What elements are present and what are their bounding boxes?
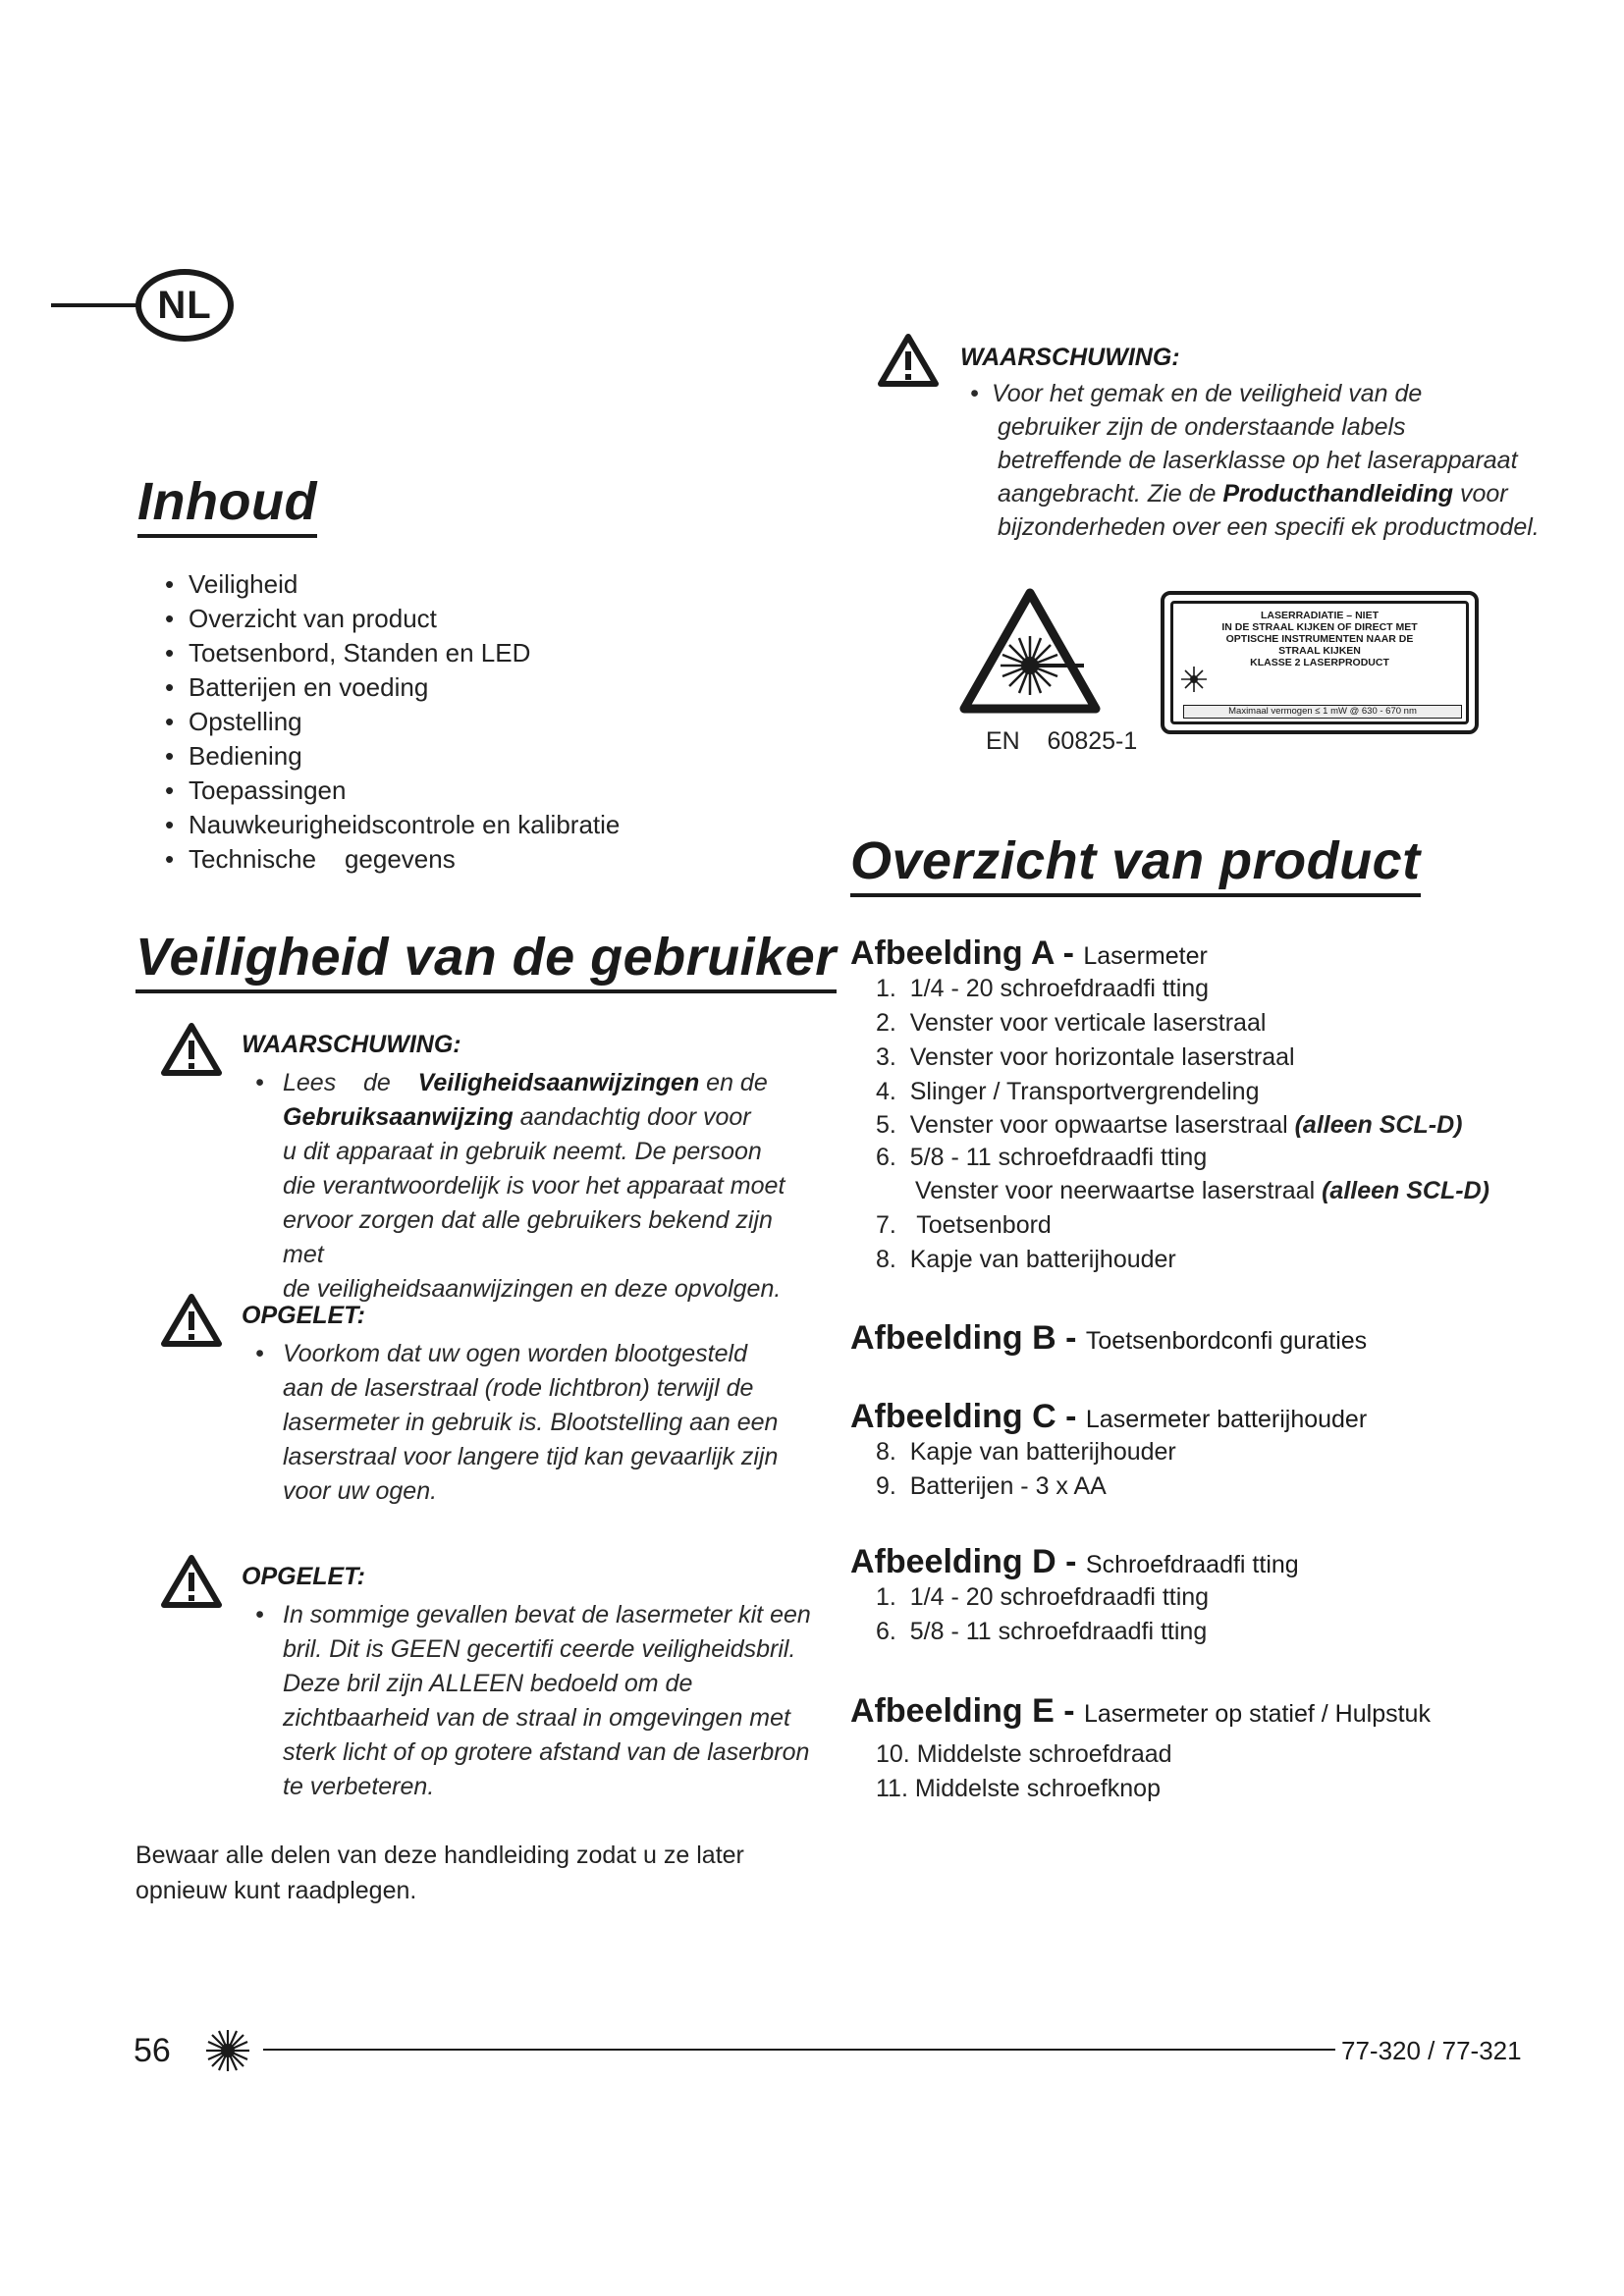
warning-line: en de bbox=[699, 1069, 768, 1096]
list-item: 8. Kapje van batterijhouder bbox=[876, 1246, 1176, 1273]
figure-c-heading bbox=[850, 1398, 1367, 1436]
laser-standard: EN 60825-1 bbox=[986, 727, 1138, 755]
list-item: 5. Venster voor opwaartse laserstraal bbox=[876, 1111, 1295, 1139]
label-line: STRAAL KIJKEN bbox=[1278, 645, 1361, 657]
toc-item[interactable]: • Nauwkeurigheidscontrole en kalibratie bbox=[159, 808, 670, 842]
note-line: opnieuw kunt raadplegen. bbox=[135, 1877, 417, 1904]
figure-b-heading bbox=[850, 1319, 1367, 1358]
figure-d-heading bbox=[850, 1543, 1299, 1581]
toc-item[interactable]: • Toepassingen bbox=[159, 774, 670, 808]
toc-item[interactable]: • Opstelling bbox=[159, 705, 670, 739]
warning-line: Lees de bbox=[283, 1069, 418, 1096]
toc-item[interactable]: • Bediening bbox=[159, 739, 670, 774]
figure-caption: Lasermeter batterijhouder bbox=[1085, 1406, 1368, 1433]
caution-line: sterk licht of op grotere afstand van de laserbron bbox=[283, 1738, 810, 1766]
list-item: 7. Toetsenbord bbox=[876, 1211, 1052, 1239]
figure-caption: Schroefdraadfi tting bbox=[1085, 1551, 1299, 1578]
list-item: 11. Middelste schroefknop bbox=[876, 1775, 1161, 1802]
list-item: 1. 1/4 - 20 schroefdraadfi tting bbox=[876, 1583, 1210, 1611]
list-item: 10. Middelste schroefdraad bbox=[876, 1740, 1172, 1768]
figure-a-list bbox=[876, 972, 1489, 1277]
toc-list bbox=[159, 567, 670, 877]
warning-emphasis: Producthandleiding bbox=[1222, 480, 1454, 507]
figure-label: Afbeelding E - bbox=[850, 1692, 1084, 1730]
figure-caption: Lasermeter op statief / Hulpstuk bbox=[1084, 1700, 1431, 1728]
figure-label: Afbeelding D - bbox=[850, 1543, 1086, 1580]
toc-item[interactable]: • Batterijen en voeding bbox=[159, 670, 670, 705]
warning-line: ervoor zorgen dat alle gebruikers bekend zijn met bbox=[283, 1206, 773, 1268]
warning-emphasis: Gebruiksaanwijzing bbox=[283, 1103, 514, 1131]
warning-line: Voor het gemak en de veiligheid van de bbox=[992, 380, 1423, 407]
figure-label: Afbeelding C - bbox=[850, 1398, 1086, 1435]
warning-title: WAARSCHUWING: bbox=[960, 344, 1180, 371]
caution-line: Voorkom dat uw ogen worden blootgesteld bbox=[283, 1340, 747, 1367]
toc-item[interactable]: • Overzicht van product bbox=[159, 602, 670, 636]
caution-triangle-icon bbox=[161, 1294, 222, 1347]
warning-text: • Voor het gemak en de veiligheid van de gebruiker zijn de onderstaande labels betreffende de laserklasse op het laserapparaat aangebracht. Zie de Producthandleiding voor bijzonderheden over een specifi ek productmodel. bbox=[992, 377, 1542, 544]
figure-d-list bbox=[876, 1580, 1209, 1649]
label-line: IN DE STRAAL KIJKEN OF DIRECT MET bbox=[1221, 621, 1418, 633]
caution-line: laserstraal voor langere tijd kan gevaarlijk zijn bbox=[283, 1443, 779, 1470]
label-line: KLASSE 2 LASERPRODUCT bbox=[1250, 657, 1389, 668]
list-item: 4. Slinger / Transportvergrendeling bbox=[876, 1078, 1260, 1105]
caution-line: In sommige gevallen bevat de lasermeter kit een bbox=[283, 1601, 811, 1629]
label-line: LASERRADIATIE – NIET bbox=[1261, 610, 1379, 621]
caution-line: voor uw ogen. bbox=[283, 1477, 438, 1505]
figure-caption: Lasermeter bbox=[1083, 942, 1208, 970]
safety-title: Veiligheid van de gebruiker bbox=[135, 927, 837, 993]
list-item: 8. Kapje van batterijhouder bbox=[876, 1438, 1176, 1466]
model-number: 77-320 / 77-321 bbox=[1341, 2036, 1522, 2065]
figure-a-heading bbox=[850, 934, 1208, 973]
caution-line: Deze bril zijn ALLEEN bedoeld om de bbox=[283, 1670, 693, 1697]
toc-item[interactable]: • Veiligheid bbox=[159, 567, 670, 602]
laser-burst-icon bbox=[204, 2028, 251, 2073]
caution-line: bril. Dit is GEEN gecertifi ceerde veiligheidsbril. bbox=[283, 1635, 796, 1663]
nl-marker-line bbox=[51, 303, 141, 307]
keep-manual-note bbox=[135, 1838, 744, 1908]
language-badge: NL bbox=[135, 269, 234, 342]
warning-text: • Lees de Veiligheidsaanwijzingen en de Gebruiksaanwijzing aandachtig door voor u dit apparaat in gebruik neemt. De persoon die verantwoordelijk is voor het apparaat moet ervoor zorgen dat alle gebruikers bekend zijn met de veiligheidsaanwijzingen en deze opvolgen. bbox=[283, 1066, 813, 1307]
list-item-note: (alleen SCL-D) bbox=[1294, 1111, 1463, 1139]
footer-rule bbox=[263, 2049, 1335, 2051]
caution-line: lasermeter in gebruik is. Blootstelling aan een bbox=[283, 1409, 779, 1436]
laser-class-label bbox=[1161, 591, 1479, 734]
list-item: 3. Venster voor horizontale laserstraal bbox=[876, 1043, 1295, 1071]
figure-caption: Toetsenbordconfi guraties bbox=[1085, 1327, 1368, 1355]
warning-line: voor bbox=[1453, 480, 1508, 507]
warning-triangle-icon bbox=[878, 334, 939, 387]
figure-label: Afbeelding B - bbox=[850, 1319, 1086, 1357]
list-item: 2. Venster voor verticale laserstraal bbox=[876, 1009, 1267, 1037]
warning-title: WAARSCHUWING: bbox=[242, 1031, 461, 1058]
warning-line: aandachtig door voor bbox=[513, 1103, 751, 1131]
toc-item[interactable]: • Toetsenbord, Standen en LED bbox=[159, 636, 670, 670]
caution-line: te verbeteren. bbox=[283, 1773, 435, 1800]
figure-c-list bbox=[876, 1435, 1176, 1504]
warning-line: betreffende de laserklasse op het laserapparaat bbox=[998, 447, 1518, 474]
warning-line: gebruiker zijn de onderstaande labels bbox=[998, 413, 1406, 441]
note-line: Bewaar alle delen van deze handleiding zodat u ze later bbox=[135, 1842, 744, 1869]
caution-line: aan de laserstraal (rode lichtbron) terwijl de bbox=[283, 1374, 754, 1402]
warning-emphasis: Veiligheidsaanwijzingen bbox=[417, 1069, 700, 1096]
caution-title: OPGELET: bbox=[242, 1302, 365, 1329]
starburst-icon bbox=[1179, 665, 1209, 694]
list-item: 9. Batterijen - 3 x AA bbox=[876, 1472, 1107, 1500]
warning-line: bijzonderheden over een specifi ek productmodel. bbox=[998, 513, 1540, 541]
figure-e-list bbox=[876, 1737, 1172, 1806]
warning-line: de veiligheidsaanwijzingen en deze opvolgen. bbox=[283, 1275, 782, 1303]
page-number: 56 bbox=[134, 2032, 171, 2069]
caution-title: OPGELET: bbox=[242, 1563, 365, 1590]
list-item: 1. 1/4 - 20 schroefdraadfi tting bbox=[876, 975, 1210, 1002]
laser-hazard-icon bbox=[958, 587, 1102, 715]
caution-text: • In sommige gevallen bevat de lasermeter kit een bril. Dit is GEEN gecertifi ceerde veiligheidsbril. Deze bril zijn ALLEEN bedoeld om de zichtbaarheid van de straal in omgevingen met sterk licht of op grotere afstand van de laserbron te verbeteren. bbox=[283, 1598, 813, 1804]
warning-line: aangebracht. Zie de bbox=[998, 480, 1223, 507]
list-item: Venster voor neerwaartse laserstraal bbox=[915, 1177, 1323, 1204]
list-item: 6. 5/8 - 11 schroefdraadfi tting bbox=[876, 1618, 1208, 1645]
toc-item[interactable]: • Technische gegevens bbox=[159, 842, 670, 877]
warning-line: die verantwoordelijk is voor het apparaat moet bbox=[283, 1172, 785, 1200]
label-footer: Maximaal vermogen ≤ 1 mW @ 630 - 670 nm bbox=[1183, 705, 1462, 719]
caution-line: zichtbaarheid van de straal in omgevingen met bbox=[283, 1704, 790, 1732]
caution-triangle-icon bbox=[161, 1555, 222, 1608]
toc-title: Inhoud bbox=[137, 471, 317, 538]
list-item-note: (alleen SCL-D) bbox=[1322, 1177, 1489, 1204]
overview-title: Overzicht van product bbox=[850, 830, 1421, 897]
caution-text: • Voorkom dat uw ogen worden blootgesteld aan de laserstraal (rode lichtbron) terwijl de lasermeter in gebruik is. Blootstelling aan een laserstraal voor langere tijd kan gevaarlijk zijn voor uw ogen. bbox=[283, 1337, 813, 1509]
figure-label: Afbeelding A - bbox=[850, 934, 1084, 972]
label-line: OPTISCHE INSTRUMENTEN NAAR DE bbox=[1225, 633, 1414, 645]
warning-line: u dit apparaat in gebruik neemt. De persoon bbox=[283, 1138, 762, 1165]
warning-triangle-icon bbox=[161, 1023, 222, 1076]
list-item: 6. 5/8 - 11 schroefdraadfi tting bbox=[876, 1144, 1208, 1171]
figure-e-heading bbox=[850, 1692, 1431, 1731]
